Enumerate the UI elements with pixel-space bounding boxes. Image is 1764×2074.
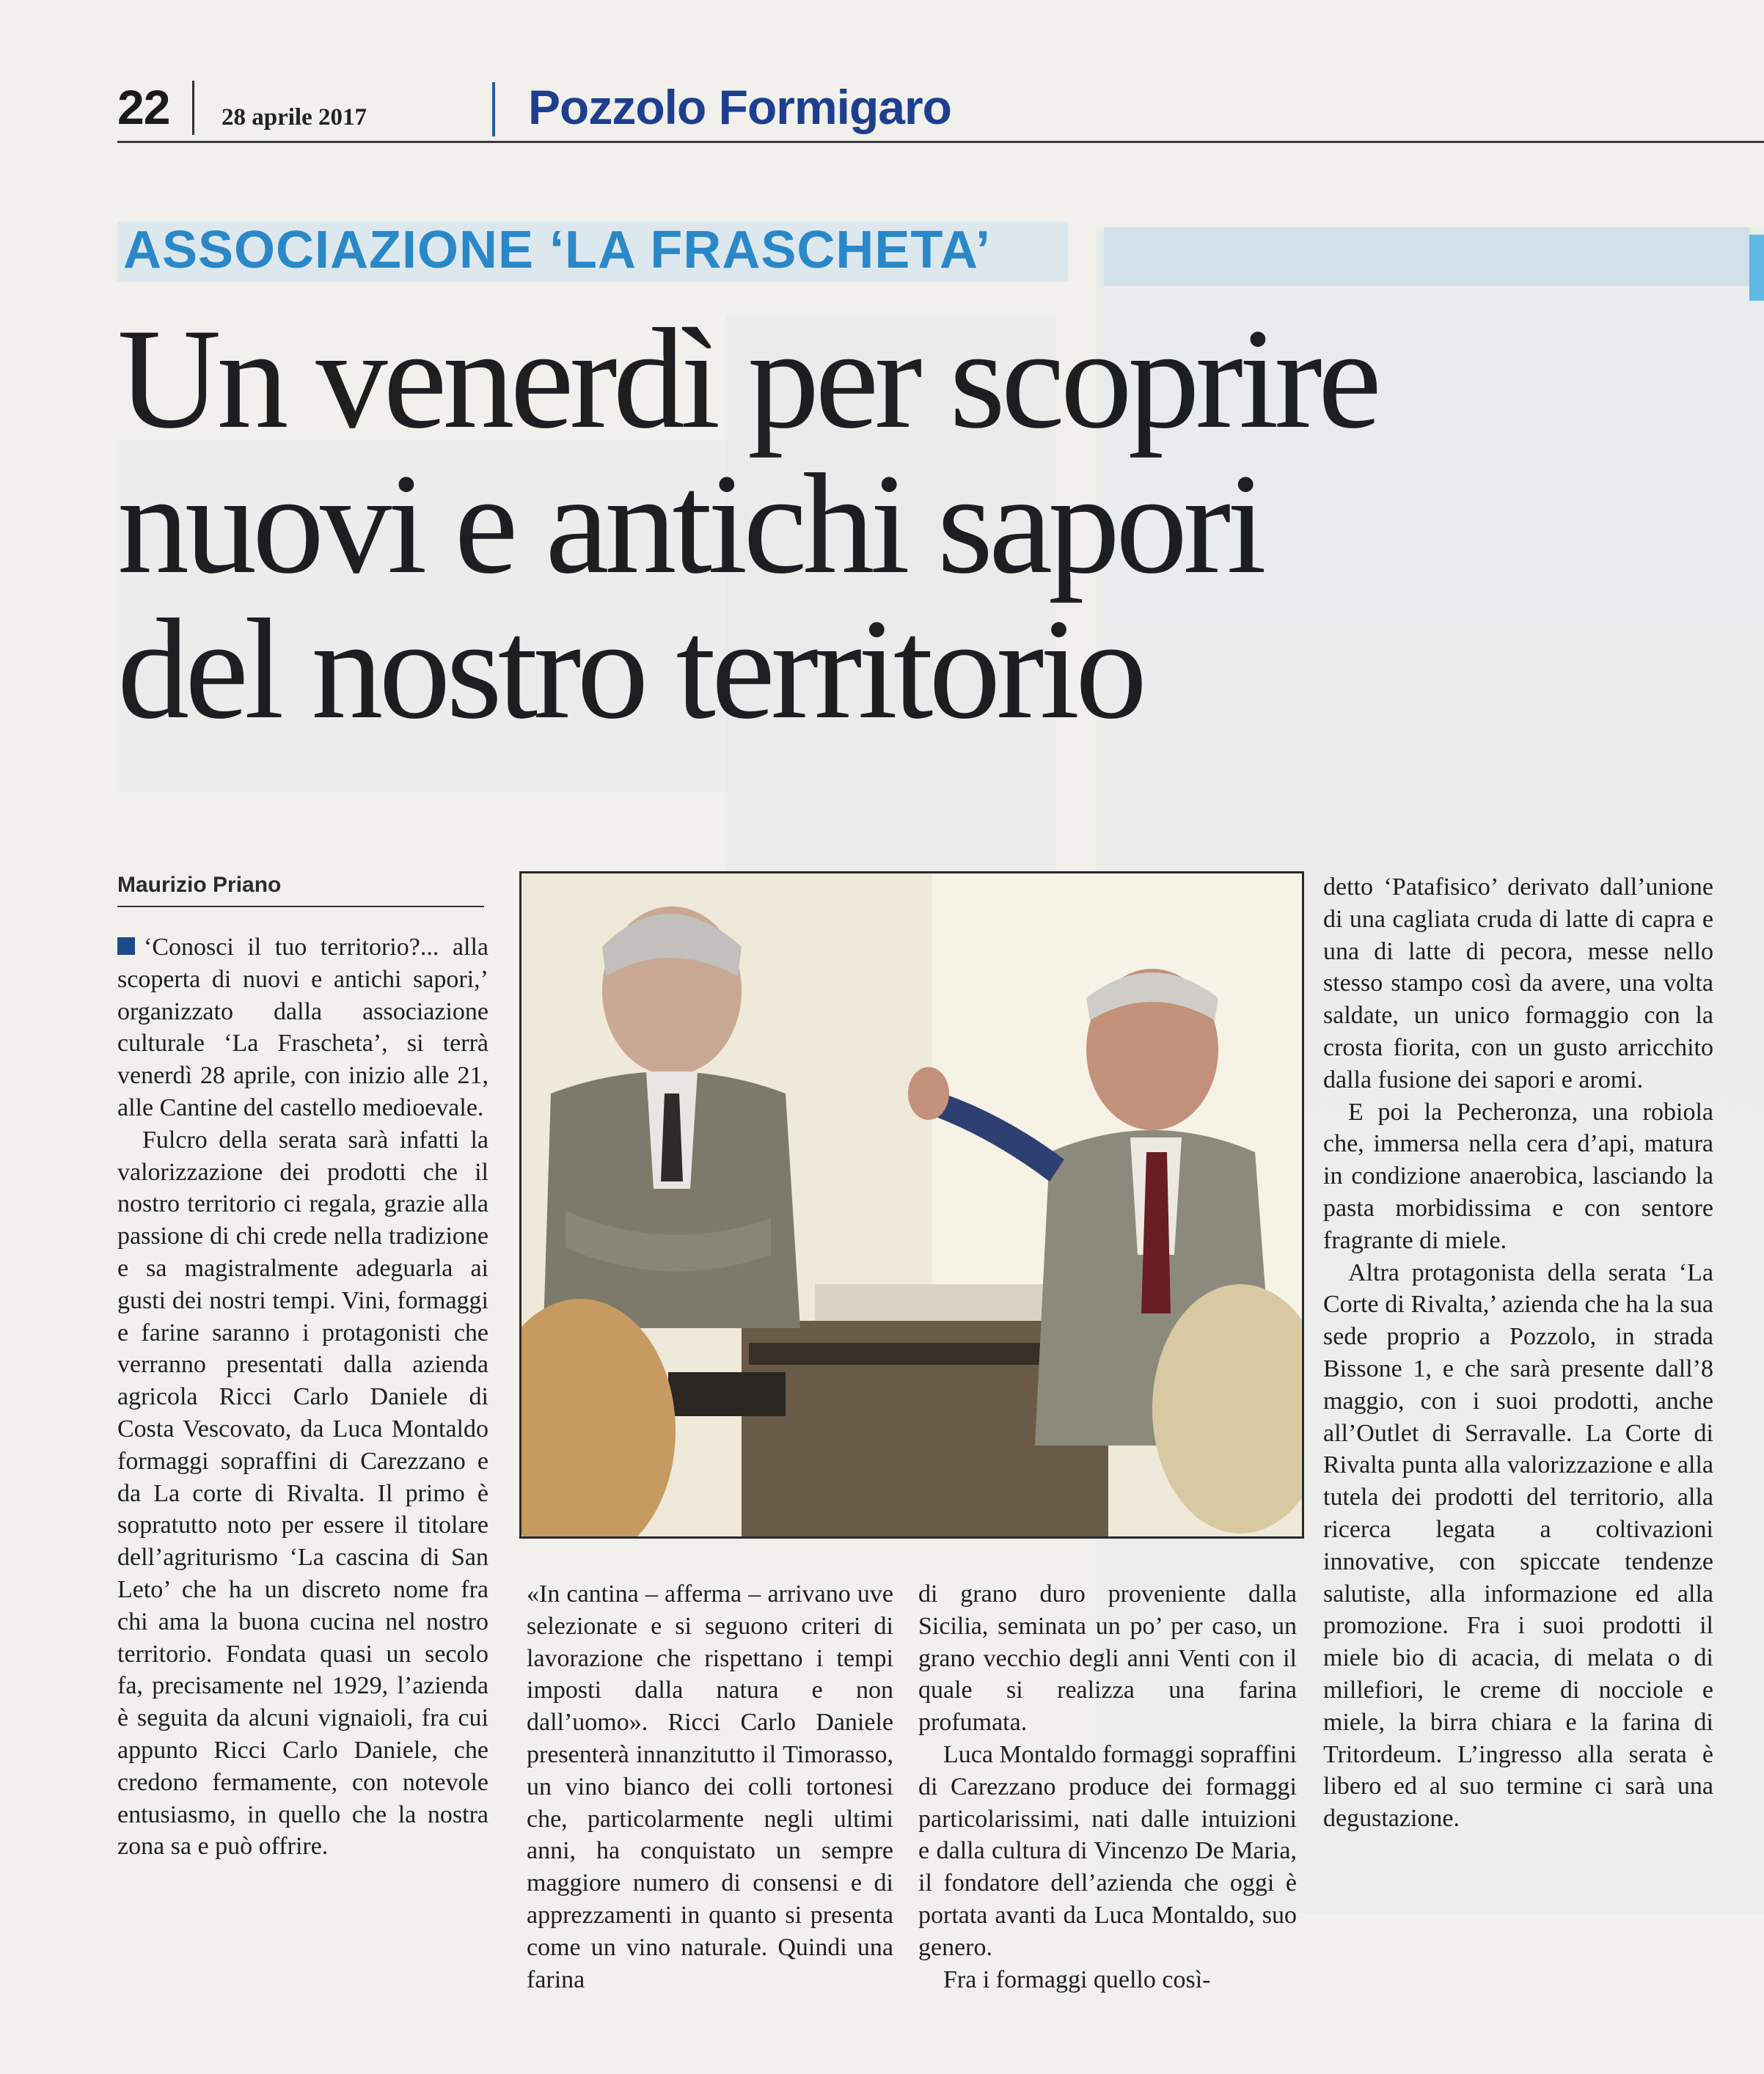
header-divider-blue [492, 82, 495, 136]
article-column-2 [527, 1578, 893, 1996]
paragraph-text: ‘Conosci il tuo territorio?... alla scoperta di nuovi e antichi sapori,’ organizzato dalla associazione culturale ‘La Frascheta’, si terrà venerdì 28 aprile, con inizio alle 21, alle Cantine del castello medioevale. [117, 934, 488, 1121]
facing-page-band [1104, 227, 1749, 286]
paragraph: «In cantina – afferma – arrivano uve selezionate e si seguono criteri di lavorazione che rispettano i tempi imposti dalla natura e non dall’uomo». Ricci Carlo Daniele presenterà innanzitutto il Timorasso, un vino bianco dei colli tortonesi che, particolarmente negli ultimi anni, ha conquistato un sempre maggiore numero di consensi e di apprezzamenti in quanto si presenta come un vino naturale. Quindi una farina [527, 1580, 893, 1993]
header-divider [192, 81, 194, 135]
photo-illustration [521, 873, 1302, 1536]
paragraph: Altra protagonista della serata ‘La Corte di Rivalta,’ azienda che ha la sua sede proprio a Pozzolo, in strada Bissone 1, e che sarà presente dall’8 maggio, con i suoi prodotti, anche all’Outlet di Serravalle. La Corte di Rivalta punta alla valorizzazione e alla tutela dei prodotti del territorio, alla ricerca legata a coltivazioni innovative, con spiccate tendenze salutiste, alla informazione ed alla promozione. Fra i suoi prodotti il miele bio di acacia, di melata o di millefiori, le creme di nocciole e miele, la birra chiara e la farina di Tritordeum. L’ingresso alla serata è libero ed al suo termine ci sarà una degustazione. [1323, 1258, 1713, 1833]
byline: Maurizio Priano [117, 873, 282, 897]
blue-square-icon [117, 937, 135, 955]
paragraph: detto ‘Patafisico’ derivato dall’unione di una cagliata cruda di latte di capra e una di latte di pecora, messe nello stesso stampo così da avere, una volta saldate, un unico formaggio con la crosta fiorita, con un gusto arricchito dalla fusione dei sapori e aromi. [1323, 873, 1713, 1093]
byline-rule [117, 906, 484, 907]
headline-line: Un venerdì per scoprire [117, 299, 1377, 458]
page-number: 22 [117, 80, 170, 134]
article-photo [519, 871, 1304, 1539]
article-column-3 [918, 1578, 1297, 1996]
paragraph: E poi la Pecheronza, una robiola che, immersa nella cera d’api, matura in condizione anaerobica, lasciando la pasta morbidissima e con sentore fragrante di miele. [1323, 1098, 1713, 1254]
facing-page-accent-bar [1749, 235, 1764, 301]
issue-date: 28 aprile 2017 [222, 104, 367, 131]
paragraph: Fulcro della serata sarà infatti la valorizzazione dei prodotti che il nostro territorio ci regala, grazie alla passione di chi crede nella tradizione e sa magistralmente adeguarla ai gusti dei nostri tempi. Vini, formaggi e farine saranno i protagonisti che verranno presentati dalla azienda agricola Ricci Carlo Daniele di Costa Vescovato, da Luca Montaldo formaggi sopraffini di Carezzano e da La corte di Rivalta. Il primo è sopratutto noto per essere il titolare dell’agriturismo ‘La cascina di San Leto’ che ha un discreto nome fra chi ama la buona cucina nel nostro territorio. Fondata quasi un secolo fa, precisamente nel 1929, l’azienda è seguita da alcuni vignaioli, fra cui appunto Ricci Carlo Daniele, che credono fermamente, con notevole entusiasmo, in quello che la nostra zona sa e può offrire. [117, 1126, 488, 1861]
paragraph: Luca Montaldo formaggi sopraffini di Carezzano produce dei formaggi particolarissimi, nati dalle intuizioni e dalla cultura di Vincenzo De Maria, il fondatore dell’azienda che oggi è portata avanti da Luca Montaldo, suo genero. [918, 1740, 1297, 1961]
headline [117, 299, 1753, 749]
headline-line: nuovi e antichi sapori [117, 444, 1262, 604]
kicker: ASSOCIAZIONE ‘LA FRASCHETA’ [123, 221, 992, 279]
paragraph: di grano duro proveniente dalla Sicilia, seminata un po’ per caso, un grano vecchio degli anni Venti con il quale si realizza una farina profumata. [918, 1580, 1297, 1737]
lead-paragraph [117, 931, 488, 1124]
headline-line: del nostro territorio [117, 590, 1143, 749]
article-column-1 [117, 931, 488, 1863]
section-title: Pozzolo Formigaro [528, 80, 951, 134]
article-column-4 [1323, 871, 1713, 1835]
paragraph: Fra i formaggi quello così- [943, 1965, 1211, 1993]
header-rule [117, 141, 1764, 143]
